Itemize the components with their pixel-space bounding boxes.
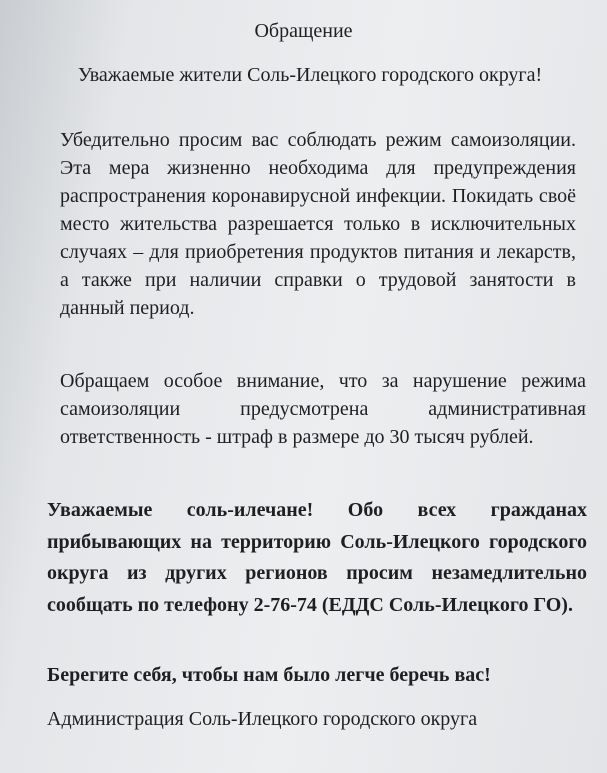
notice-greeting: Уважаемые жители Соль-Илецкого городского округа! [77,64,543,86]
notice-title: Обращение [254,20,353,42]
paragraph-report-arrivals: Уважаемые соль-илечане! Обо всех гражданах прибывающих на территорию Соль-Илецкого городского округа из других регионов просим незамедлительно сообщать по телефону 2-76-74 (ЕДДС Соль-Илецкого ГО). [47,499,587,616]
paragraph-self-isolation: Убедительно просим вас соблюдать режим самоизоляции. Эта мера жизненно необходима для предупреждения распространения коронавирусной инфекции. Покидать своё место жительства разрешается только в исключительных случаях – для приобретения продуктов питания и лекарств, а также при наличии справки о трудовой занятости в данный период. [60,129,576,319]
signature: Администрация Соль-Илецкого городского округа [47,708,478,730]
paragraph-penalty: Обращаем особое внимание, что за нарушение режима самоизоляции предусмотрена административная ответственность - штраф в размере до 30 тысяч рублей. [60,370,586,448]
paragraph-take-care: Берегите себя, чтобы нам было легче беречь вас! [47,664,491,686]
